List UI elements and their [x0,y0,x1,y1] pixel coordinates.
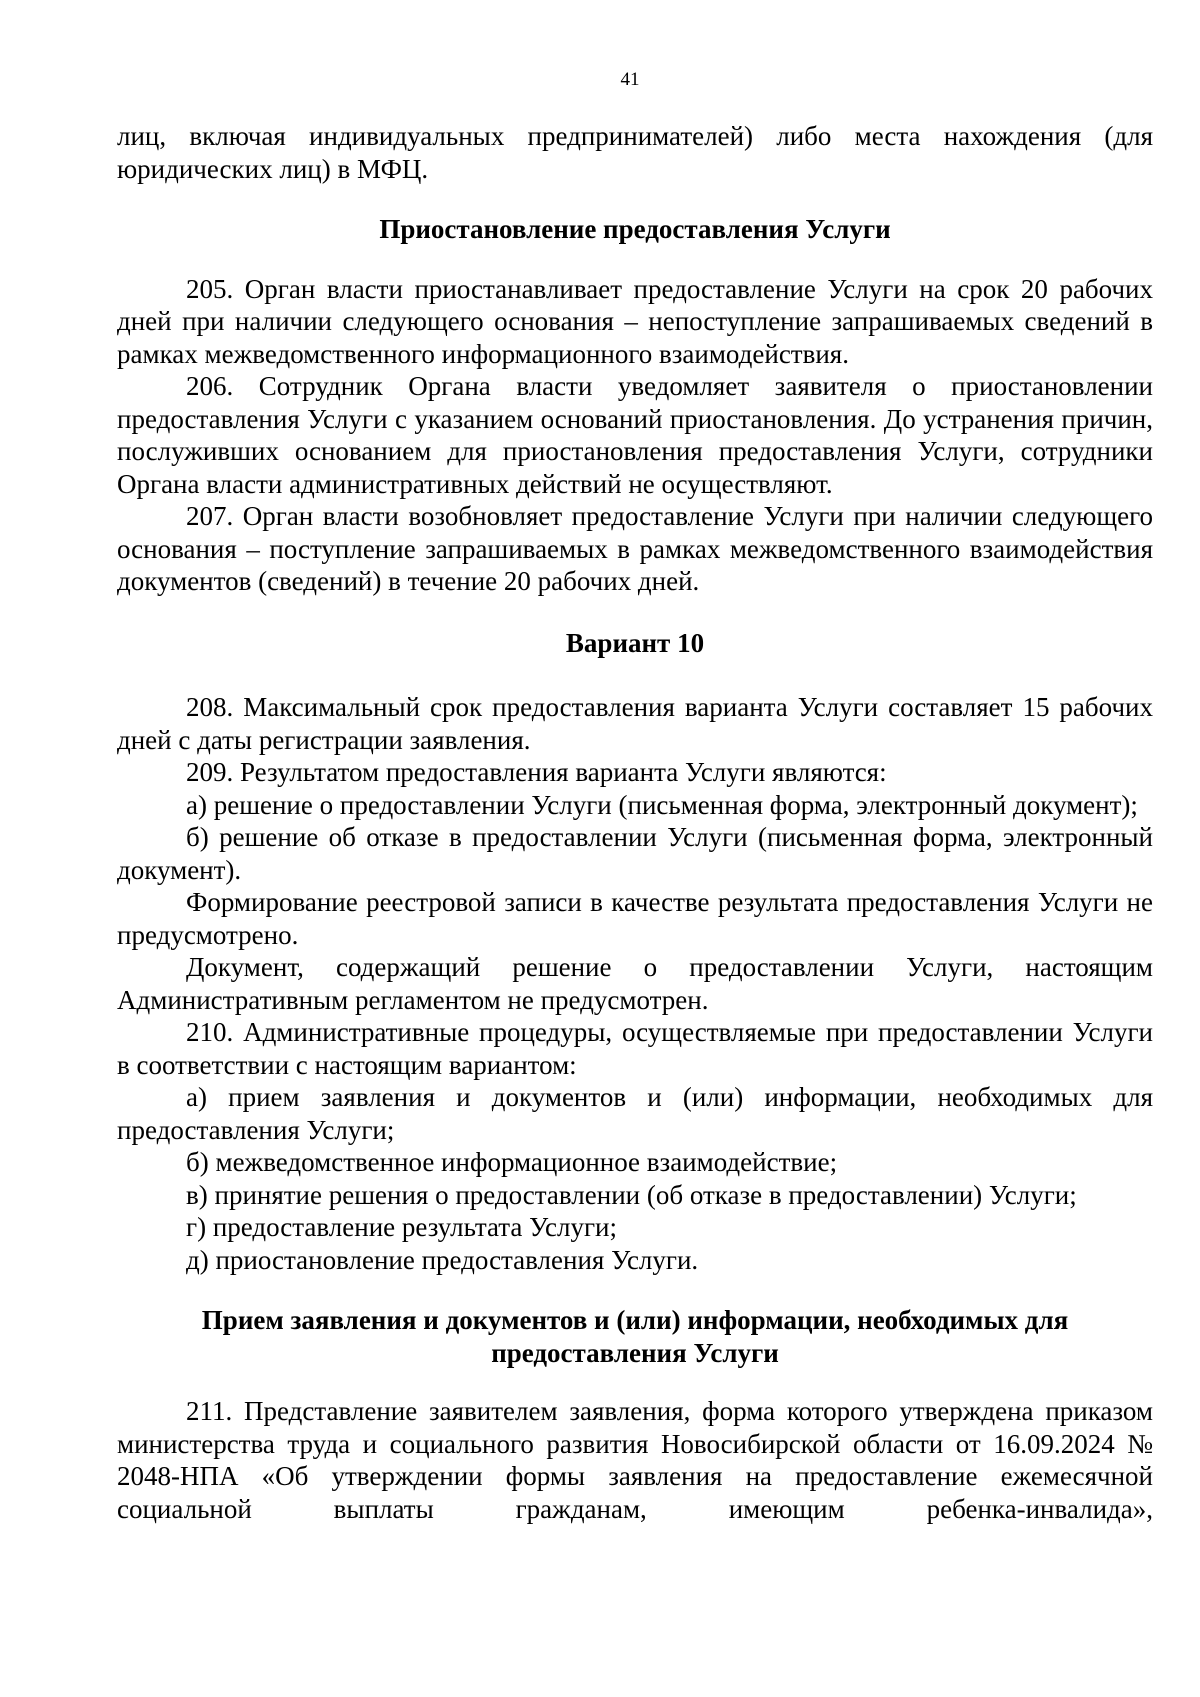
paragraph-210: 210. Административные процедуры, осуществляемые при предоставлении Услуги в соответствии с настоящим вариантом: [117,1017,1153,1080]
paragraph-209-registry: Формирование реестровой записи в качестве результата предоставления Услуги не предусмотрено. [117,887,1153,950]
paragraph-205: 205. Орган власти приостанавливает предоставление Услуги на срок 20 рабочих дней при наличии следующего основания – непоступление запрашиваемых сведений в рамках межведомственного информационного взаимодействия. [117,273,1153,369]
list-item-209-a: а) решение о предоставлении Услуги (письменная форма, электронный документ); [186,789,1138,820]
paragraph-206: 206. Сотрудник Органа власти уведомляет заявителя о приостановлении предоставления Услуги с указанием оснований приостановления. До устранения причин, послуживших основанием для приостановления предоставления Услуги, сотрудники Органа власти административных действий не осуществляют. [117,371,1153,499]
list-item-209-b: б) решение об отказе в предоставлении Услуги (письменная форма, электронный документ). [117,822,1153,885]
paragraph-208: 208. Максимальный срок предоставления варианта Услуги составляет 15 рабочих дней с даты регистрации заявления. [117,692,1153,755]
section-heading-reception-line2: предоставления Услуги [491,1337,779,1368]
section-heading-variant: Вариант 10 [565,627,705,658]
section-heading-reception-line1: Прием заявления и документов и (или) информации, необходимых для [201,1305,1069,1335]
paragraph-211: 211. Представление заявителем заявления, форма которого утверждена приказом министерства труда и социального развития Новосибирской области от 16.09.2024 № 2048-НПА «Об утверждении формы заявления на предоставление ежемесячной социальной выплаты гражданам, имеющим ребенка-инвалида», [117,1396,1153,1524]
paragraph-207: 207. Орган власти возобновляет предоставление Услуги при наличии следующего основания – поступление запрашиваемых в рамках межведомственного взаимодействия документов (сведений) в течение 20 рабочих дней. [117,501,1153,596]
list-item-210-b: б) межведомственное информационное взаимодействие; [186,1147,838,1177]
document-body [117,120,1153,1525]
page-number: 41 [620,69,640,90]
section-heading-suspension: Приостановление предоставления Услуги [379,214,891,244]
paragraph-209-document: Документ, содержащий решение о предоставлении Услуги, настоящим Административным регламентом не предусмотрен. [117,952,1153,1015]
list-item-210-e: д) приостановление предоставления Услуги. [186,1244,699,1275]
list-item-210-a: а) прием заявления и документов и (или) информации, необходимых для предоставления Услуги; [117,1082,1153,1145]
list-item-210-d: г) предоставление результата Услуги; [186,1212,617,1242]
section-heading-reception [117,1304,1153,1369]
list-item-210-c: в) принятие решения о предоставлении (об отказе в предоставлении) Услуги; [186,1179,1077,1210]
paragraph-209: 209. Результатом предоставления варианта Услуги являются: [186,757,887,787]
paragraph-continuation: лиц, включая индивидуальных предпринимателей) либо места нахождения (для юридических лиц) в МФЦ. [117,121,1153,184]
